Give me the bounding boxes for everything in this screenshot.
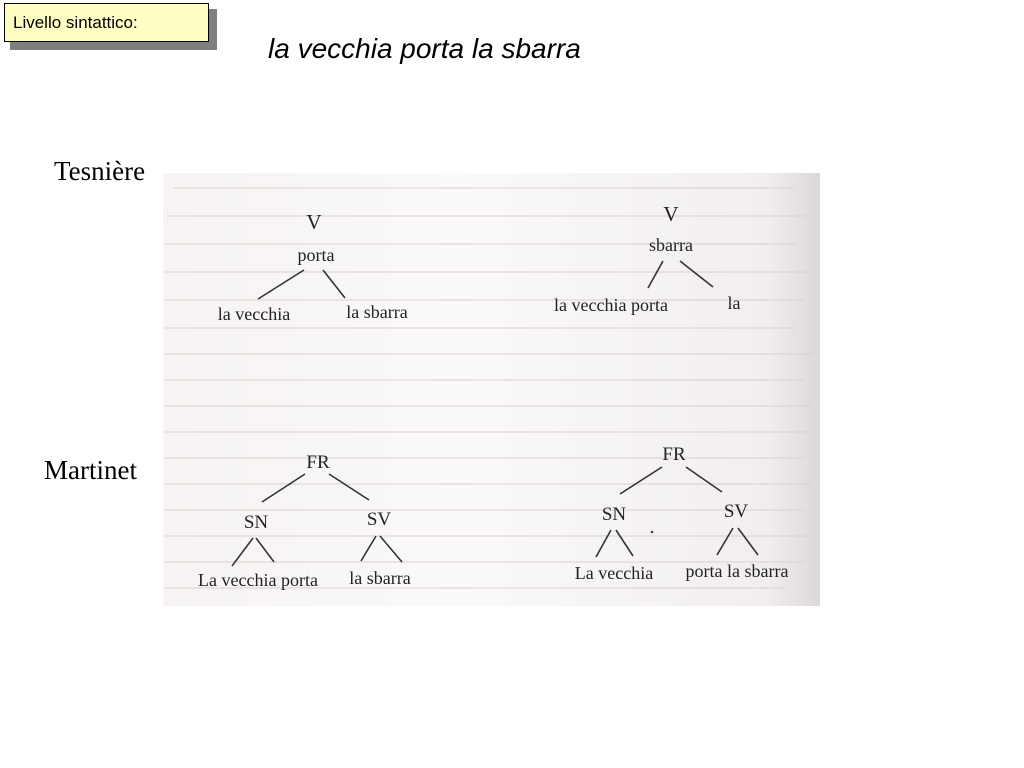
tree-martinet-right bbox=[575, 444, 789, 583]
tree-edge bbox=[323, 270, 345, 298]
label-martinet: Martinet bbox=[44, 455, 137, 485]
tree-tesniere-left bbox=[218, 210, 408, 324]
tree-edge bbox=[232, 538, 253, 566]
tree-node-sn: SN bbox=[601, 504, 627, 525]
tree-edge bbox=[616, 530, 633, 556]
tree-node-head: porta bbox=[297, 245, 335, 265]
tree-edge bbox=[680, 261, 713, 287]
tree-leaf: la sbarra bbox=[349, 568, 411, 588]
tree-edge bbox=[596, 530, 611, 557]
slide-title: la vecchia porta la sbarra bbox=[268, 33, 581, 64]
tree-node-root: FR bbox=[306, 452, 330, 473]
tree-edge bbox=[256, 538, 274, 562]
tree-edge bbox=[686, 467, 722, 492]
tree-node-sn: SN bbox=[243, 512, 269, 533]
tree-node-root: FR bbox=[662, 444, 686, 465]
tree-node-sv: SV bbox=[723, 501, 749, 522]
tree-leaf: la vecchia bbox=[217, 304, 291, 324]
tree-leaf: La vecchia porta bbox=[198, 570, 318, 590]
speck bbox=[651, 531, 654, 534]
section-tag: Livello sintattico: bbox=[4, 3, 209, 42]
tree-node-sv: SV bbox=[366, 509, 392, 530]
tree-node-root: V bbox=[306, 210, 322, 234]
tree-leaf: la vecchia porta bbox=[554, 295, 668, 315]
tree-edge bbox=[262, 474, 305, 502]
tree-leaf: porta la sbarra bbox=[685, 561, 789, 581]
tree-node-head: sbarra bbox=[649, 235, 693, 255]
tree-edge bbox=[717, 528, 733, 555]
tree-leaf: la sbarra bbox=[346, 302, 408, 322]
tree-edge bbox=[648, 261, 663, 288]
tree-edge bbox=[361, 536, 376, 561]
tree-leaf: La vecchia bbox=[574, 563, 654, 583]
tree-tesniere-right bbox=[554, 202, 740, 315]
tree-edge bbox=[258, 270, 304, 299]
tree-node-root: V bbox=[663, 202, 679, 226]
tree-martinet-left bbox=[198, 452, 411, 590]
tree-edge bbox=[329, 474, 369, 500]
tree-edge bbox=[380, 536, 402, 562]
label-tesniere: Tesnière bbox=[54, 156, 146, 186]
tree-leaf: la bbox=[727, 293, 741, 313]
tree-edge bbox=[620, 467, 662, 494]
tree-edge bbox=[738, 528, 758, 555]
